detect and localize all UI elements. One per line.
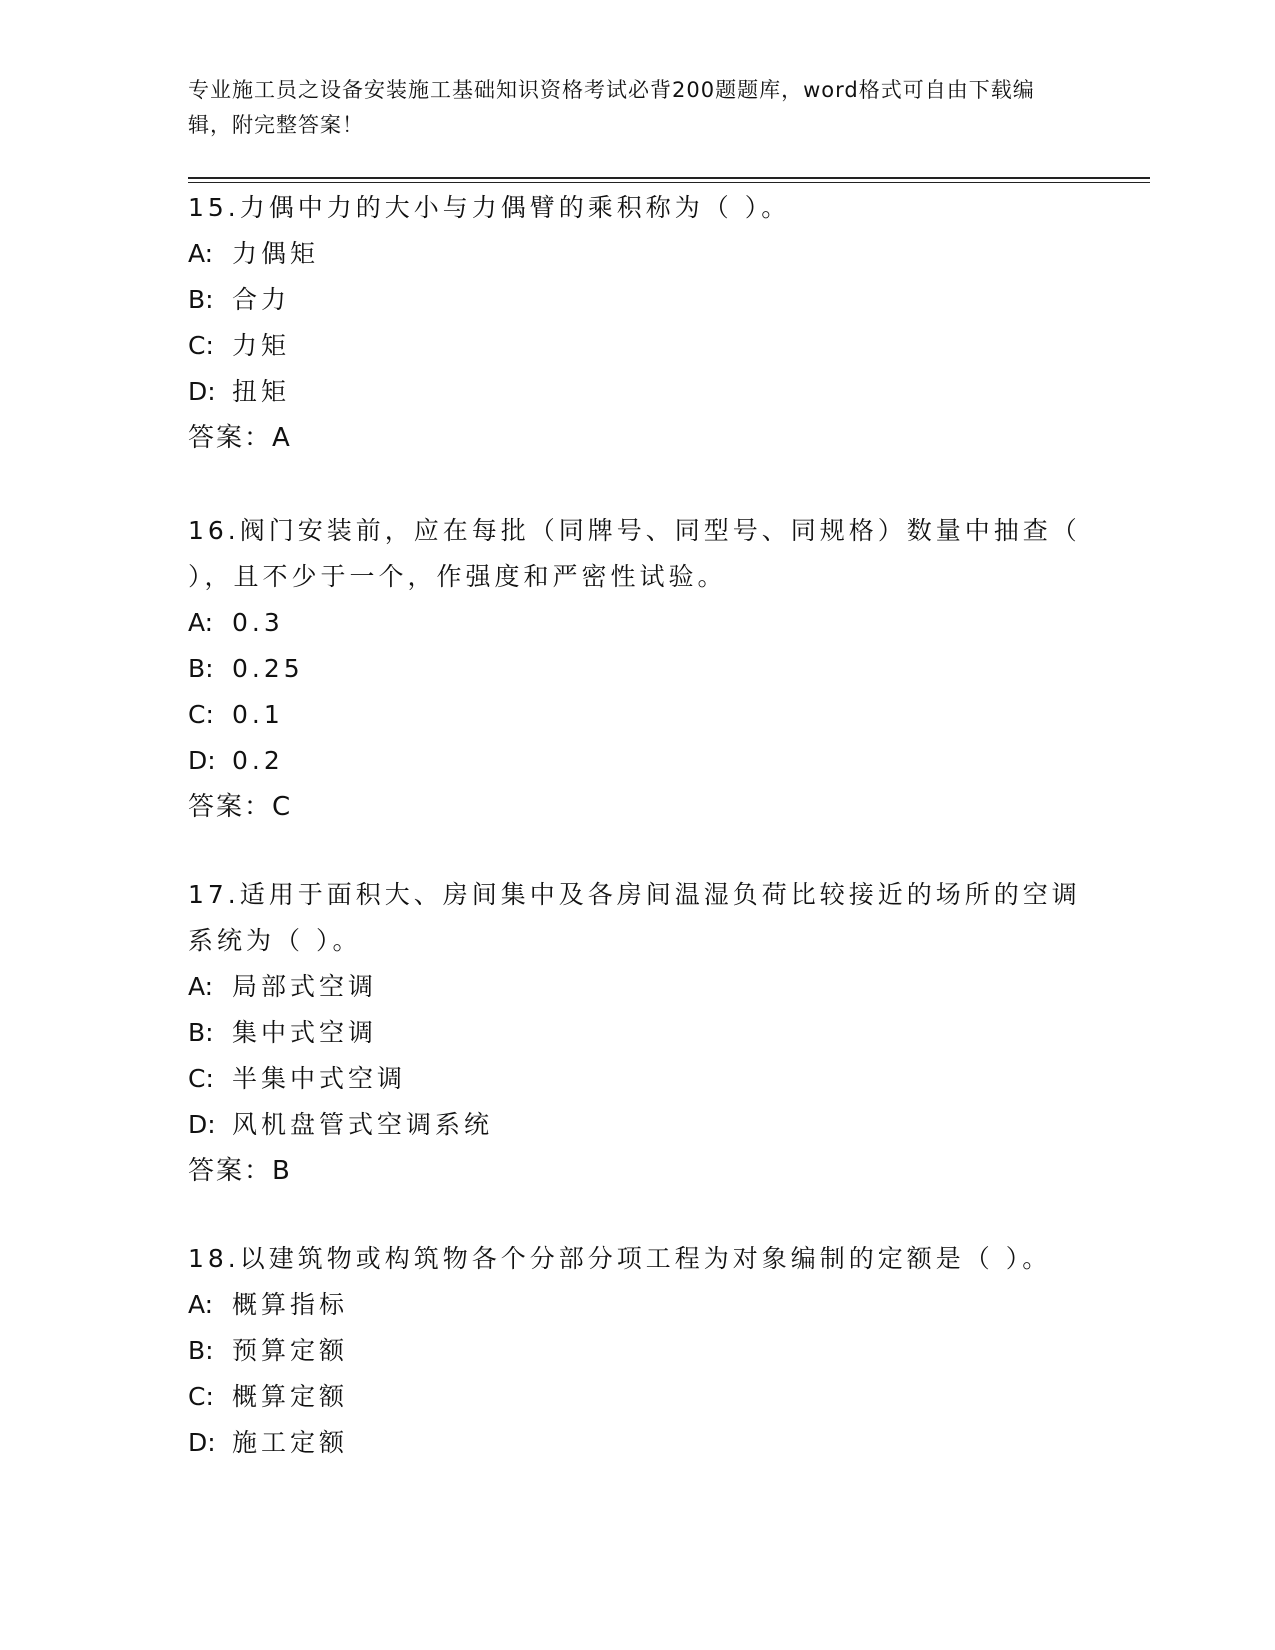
option-text: 风机盘管式空调系统 [232, 1110, 494, 1139]
option-text: 合力 [232, 285, 291, 314]
option-a [188, 1282, 1088, 1328]
question-17 [188, 872, 1088, 1194]
option-d [188, 738, 1088, 784]
question-16 [188, 508, 1088, 830]
option-letter: C: [188, 700, 214, 729]
option-text: 概算指标 [232, 1290, 349, 1319]
option-d [188, 369, 1088, 415]
answer-label: 答案：C [188, 792, 293, 822]
option-a [188, 600, 1088, 646]
option-text: 0.1 [232, 700, 284, 729]
option-letter: A: [188, 972, 214, 1001]
option-b [188, 277, 1088, 323]
option-b [188, 646, 1088, 692]
option-text: 0.2 [232, 746, 284, 775]
question-stem: 15.力偶中力的大小与力偶臂的乘积称为（ ）。 [188, 193, 791, 222]
option-letter: A: [188, 239, 214, 268]
option-text: 集中式空调 [232, 1018, 378, 1047]
option-letter: D: [188, 377, 216, 406]
answer-label: 答案：B [188, 1156, 292, 1186]
option-text: 力偶矩 [232, 239, 320, 268]
option-b [188, 1010, 1088, 1056]
option-letter: A: [188, 608, 214, 637]
option-text: 局部式空调 [232, 972, 378, 1001]
header-divider-thick [188, 177, 1150, 179]
option-letter: A: [188, 1290, 214, 1319]
question-stem: 17.适用于面积大、房间集中及各房间温湿负荷比较接近的场所的空调系统为（ ）。 [188, 880, 1081, 955]
option-b [188, 1328, 1088, 1374]
option-letter: B: [188, 1336, 214, 1365]
option-c [188, 323, 1088, 369]
option-text: 0.25 [232, 654, 304, 683]
option-letter: D: [188, 1428, 216, 1457]
option-letter: C: [188, 1382, 214, 1411]
option-letter: C: [188, 331, 214, 360]
option-c [188, 692, 1088, 738]
option-c [188, 1374, 1088, 1420]
document-header: 专业施工员之设备安装施工基础知识资格考试必背200题题库，word格式可自由下载编辑，附完整答案！ [188, 78, 1035, 137]
question-18 [188, 1236, 1088, 1466]
option-text: 力矩 [232, 331, 291, 360]
option-letter: D: [188, 1110, 216, 1139]
option-letter: C: [188, 1064, 214, 1093]
option-d [188, 1420, 1088, 1466]
option-d [188, 1102, 1088, 1148]
option-text: 半集中式空调 [232, 1064, 407, 1093]
option-c [188, 1056, 1088, 1102]
option-letter: B: [188, 654, 214, 683]
option-text: 施工定额 [232, 1428, 349, 1457]
option-letter: D: [188, 746, 216, 775]
option-text: 概算定额 [232, 1382, 349, 1411]
question-stem: 16.阀门安装前，应在每批（同牌号、同型号、同规格）数量中抽查（ ），且不少于一个，作强度和严密性试验。 [188, 516, 1081, 591]
answer-label: 答案：A [188, 423, 292, 453]
option-text: 预算定额 [232, 1336, 349, 1365]
question-15 [188, 185, 1088, 461]
option-letter: B: [188, 285, 214, 314]
option-text: 扭矩 [232, 377, 291, 406]
option-a [188, 964, 1088, 1010]
header-divider-thin [188, 182, 1150, 183]
option-a [188, 231, 1088, 277]
question-stem: 18.以建筑物或构筑物各个分部分项工程为对象编制的定额是（ ）。 [188, 1244, 1052, 1273]
option-text: 0.3 [232, 608, 284, 637]
option-letter: B: [188, 1018, 214, 1047]
